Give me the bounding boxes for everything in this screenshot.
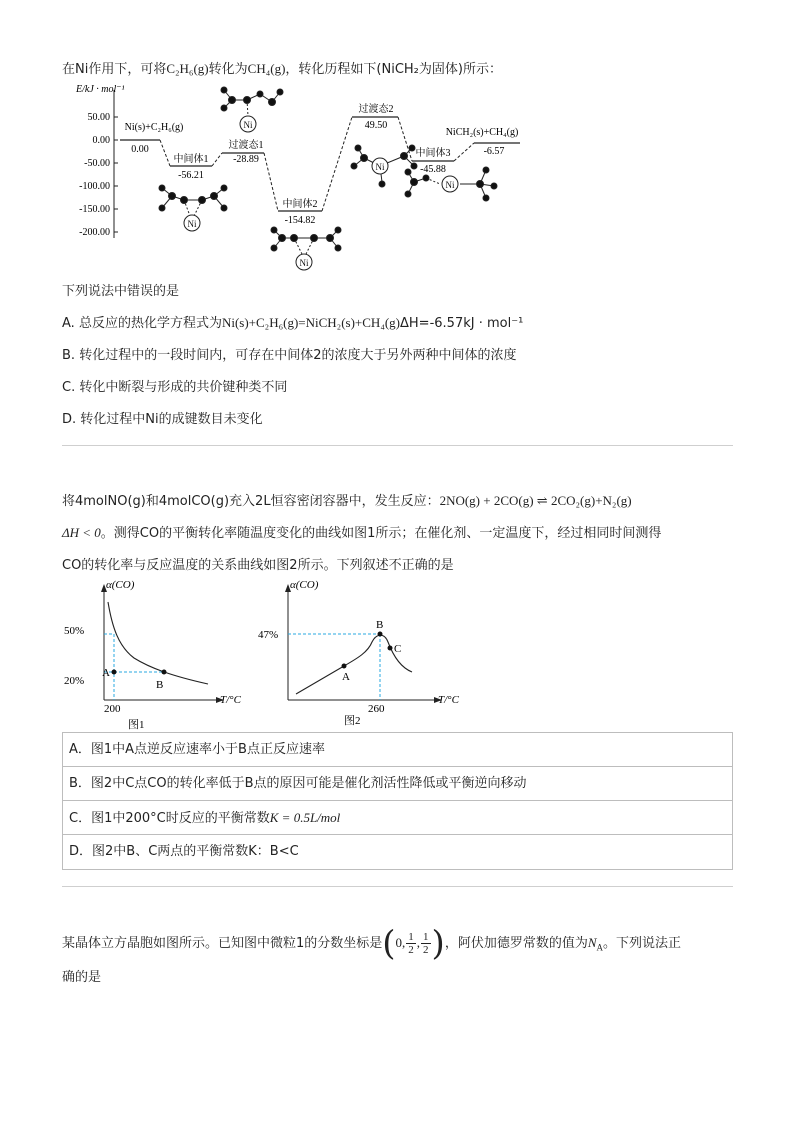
ni-atom-label: Ni (445, 180, 455, 190)
state-value-products: -6.57 (483, 146, 505, 157)
q2-line-2 (62, 522, 661, 541)
fig1-y-label: α(CO) (106, 579, 135, 591)
q1-option-letter: A. (62, 316, 75, 331)
fig1-point-a-label: A (102, 667, 110, 679)
fig2-caption: 图2 (344, 715, 361, 727)
state-value-intermediate-1: -56.21 (178, 170, 204, 181)
energy-y-tick: 0.00 (92, 135, 110, 146)
state-label-transition-1: 过渡态1 (228, 140, 264, 151)
q2-line-2-text: 。测得CO的平衡转化率随温度变化的曲线如图1所示；在催化剂、一定温度下，经过相同时间测得 (100, 526, 662, 541)
q3-coord-c-num: 1 (423, 931, 429, 943)
q1-intro-formula-1: C₂H₆(g) (166, 61, 209, 76)
energy-y-tick: -50.00 (84, 158, 110, 169)
q3-na: N (587, 935, 597, 950)
energy-y-tick: -100.00 (79, 181, 110, 192)
q2-delta-h: ΔH < 0 (62, 525, 101, 540)
q3-line-1: 某晶体立方晶胞如图所示。已知图中微粒1的分数坐标是(0, $\frac{1}{2}$ , $\frac{1}{2}$ )，阿伏加德罗常数的值为$N_A$。下列说法正 (62, 923, 682, 964)
fig1-point-b (162, 670, 167, 675)
energy-y-axis-label: E/kJ · mol⁻¹ (76, 84, 125, 95)
q1-option-b[interactable] (62, 344, 516, 363)
fig1-curve (108, 602, 208, 684)
state-label-transition-2: 过渡态2 (358, 104, 394, 115)
q1-intro-text-3: ，转化历程如下(NiCH₂为固体)所示： (285, 62, 502, 77)
energy-profile-diagram (62, 78, 542, 278)
energy-y-tick: -200.00 (79, 227, 110, 238)
q1-intro-text-2: 转化为 (208, 62, 248, 77)
q1-option-a-text: 总反应的热化学方程式为 (78, 316, 222, 331)
state-label-reactants: Ni(s)+C₂H₆(g) (124, 122, 184, 133)
fig1-point-b-label: B (156, 679, 164, 691)
fig1-x-tick-200: 200 (104, 703, 121, 715)
q2-option-a[interactable] (63, 733, 732, 767)
q1-intro-formula-2: CH₄(g) (247, 61, 286, 76)
q2-option-b-text: B．图2中C点CO的转化率低于B点的原因可能是催化剂活性降低或平衡逆向移动 (69, 776, 527, 791)
molecule-intermediate-2-icon (271, 227, 341, 270)
energy-y-tick: -150.00 (79, 204, 110, 215)
fig2-point-a (342, 664, 347, 669)
molecule-transition-1-icon (221, 87, 283, 132)
q1-option-c-text: 转化中断裂与形成的共价键种类不同 (79, 380, 288, 395)
q1-option-a[interactable] (62, 312, 523, 331)
q1-question: 下列说法中错误的是 (62, 284, 180, 299)
q3-coord-c (421, 931, 431, 956)
fig1-x-label: T/°C (220, 694, 241, 706)
q2-line-3: CO的转化率与反应温度的关系曲线如图2所示。下列叙述不正确的是 (62, 558, 454, 573)
state-value-reactants: 0.00 (131, 144, 149, 155)
q1-option-b-text: 转化过程中的一段时间内，可存在中间体2的浓度大于另外两种中间体的浓度 (79, 348, 517, 363)
state-value-transition-1: -28.89 (233, 154, 259, 165)
q3-text-3: 。下列说法正 (603, 936, 682, 951)
q3-coord-c-den: 2 (423, 944, 429, 956)
divider (62, 886, 733, 887)
fig2-point-a-label: A (342, 671, 350, 683)
q3-coord-b-num: 1 (408, 931, 414, 943)
q2-option-c[interactable] (63, 801, 732, 835)
divider (62, 445, 733, 446)
fig2-y-tick-47: 47% (258, 629, 279, 641)
state-label-intermediate-1: 中间体1 (173, 154, 209, 165)
q3-coord-b (406, 931, 416, 956)
state-value-transition-2: 49.50 (364, 120, 388, 131)
q1-option-letter: D. (62, 412, 77, 427)
figure-1-chart (62, 576, 262, 731)
q2-option-c-math: K = 0.5L/mol (269, 810, 341, 825)
state-label-intermediate-2: 中间体2 (282, 199, 318, 210)
q2-options-table (62, 732, 733, 870)
q1-option-letter: B. (62, 348, 76, 363)
q2-option-c-text: C．图1中200°C时反应的平衡常数 (69, 811, 270, 826)
q1-option-a-formula: Ni(s)+C₂H₆(g)=NiCH₂(s)+CH₄(g) (221, 315, 401, 330)
fig1-y-tick-50: 50% (64, 625, 85, 637)
state-label-products: NiCH₂(s)+CH₄(g) (445, 127, 519, 138)
fig2-point-c-label: C (394, 643, 402, 655)
q1-option-a-dh: ΔH=-6.57kJ · mol⁻¹ (400, 316, 524, 331)
molecule-transition-2-icon (351, 145, 417, 187)
fig1-y-tick-20: 20% (64, 675, 85, 687)
q1-option-d-text: 转化过程中Ni的成键数目未变化 (80, 412, 263, 427)
state-label-intermediate-3: 中间体3 (415, 148, 451, 159)
ni-atom-label: Ni (243, 120, 253, 130)
q3-coord-b-den: 2 (408, 944, 414, 956)
q1-intro-text: 在Ni作用下，可将 (62, 62, 167, 77)
fig2-point-b (378, 632, 383, 637)
ni-atom-label: Ni (299, 258, 309, 268)
q3-coord-a: 0 (395, 935, 403, 950)
q3-line-2: 确的是 (62, 970, 102, 985)
state-value-intermediate-2: -154.82 (284, 215, 316, 226)
fig2-y-label: α(CO) (290, 579, 319, 591)
energy-y-tick: 50.00 (87, 112, 110, 123)
q2-option-d-text: D．图2中B、C两点的平衡常数K：B<C (69, 844, 299, 859)
q1-option-c[interactable] (62, 376, 287, 395)
fig1-caption: 图1 (128, 719, 145, 731)
ni-atom-label: Ni (375, 162, 385, 172)
q3-text-2: ，阿伏加德罗常数的值为 (444, 936, 588, 951)
molecule-products-icon (405, 167, 497, 201)
q3-text-1: 某晶体立方晶胞如图所示。已知图中微粒1的分数坐标是 (62, 936, 383, 951)
molecule-intermediate-1-icon (159, 185, 227, 231)
q2-option-b[interactable] (63, 767, 732, 801)
q2-line-1-text: 将4molNO(g)和4molCO(g)充入2L恒容密闭容器中，发生反应： (62, 494, 440, 509)
fig2-x-tick-260: 260 (368, 703, 385, 715)
fig1-point-a (112, 670, 117, 675)
state-value-intermediate-3: -45.88 (420, 164, 446, 175)
q2-option-a-text: A．图1中A点逆反应速率小于B点正反应速率 (69, 742, 325, 757)
q2-line-1 (62, 490, 632, 509)
fig2-point-b-label: B (376, 619, 384, 631)
q1-intro (62, 58, 502, 77)
q1-option-letter: C. (62, 380, 76, 395)
fig2-point-c (388, 646, 393, 651)
fig2-x-label: T/°C (438, 694, 459, 706)
q2-equation: 2NO(g) + 2CO(g) ⇌ 2CO₂(g)+N₂(g) (439, 493, 632, 508)
q2-option-d[interactable] (63, 835, 732, 869)
q3-na-sub: A (596, 942, 603, 953)
q1-option-d[interactable] (62, 408, 263, 427)
figure-2-chart (252, 576, 484, 728)
ni-atom-label: Ni (187, 219, 197, 229)
